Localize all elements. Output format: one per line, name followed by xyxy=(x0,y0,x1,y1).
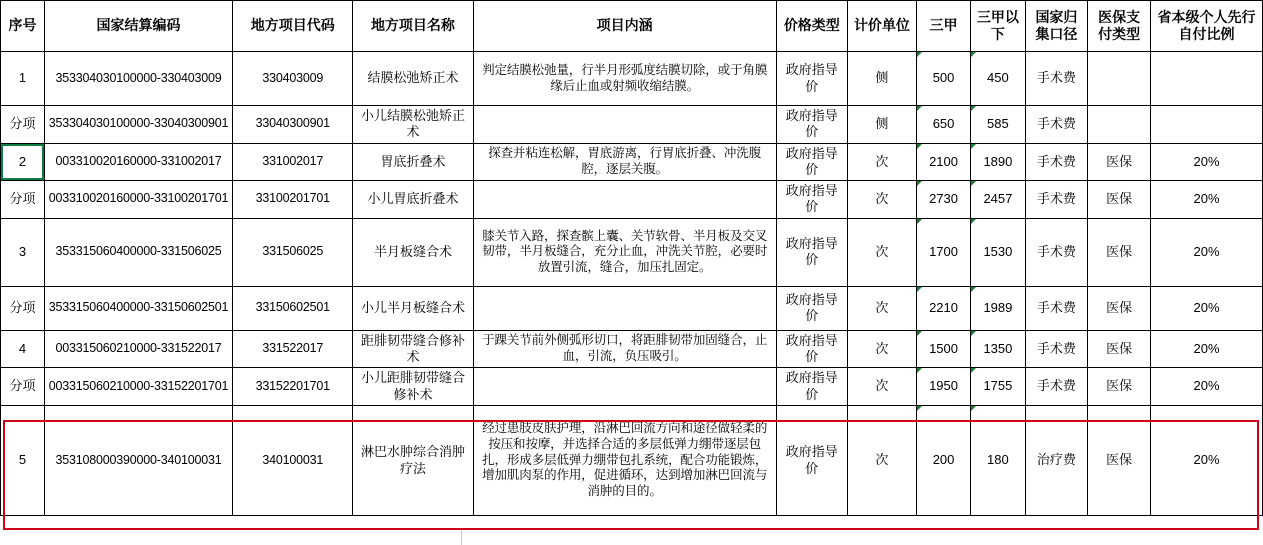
cell-local-code[interactable]: 331506025 xyxy=(233,218,353,286)
cell-price-type[interactable]: 政府指导价 xyxy=(776,406,847,516)
cell-below3a[interactable]: 1350 xyxy=(971,330,1025,368)
cell-national-code[interactable]: 003315060210000-33152201701 xyxy=(44,368,232,406)
cell-seq[interactable]: 4 xyxy=(1,330,45,368)
cell-local-name[interactable]: 结膜松弛矫正术 xyxy=(353,52,473,106)
cell-below3a[interactable]: 180 xyxy=(971,406,1025,516)
cell-level3a[interactable]: 1700 xyxy=(916,218,970,286)
cell-local-code[interactable]: 330403009 xyxy=(233,52,353,106)
cell-level3a[interactable]: 1500 xyxy=(916,330,970,368)
cell-local-code[interactable]: 340100031 xyxy=(233,406,353,516)
cell-insurance-type[interactable]: 医保 xyxy=(1088,330,1151,368)
header-level3a: 三甲 xyxy=(916,1,970,52)
header-seq: 序号 xyxy=(1,1,45,52)
cell-national-code[interactable]: 003315060210000-331522017 xyxy=(44,330,232,368)
cell-below3a[interactable]: 1989 xyxy=(971,286,1025,330)
cell-unit[interactable]: 次 xyxy=(847,181,916,219)
cell-local-name[interactable]: 距腓韧带缝合修补术 xyxy=(353,330,473,368)
cell-local-name[interactable]: 小儿胃底折叠术 xyxy=(353,181,473,219)
cell-self-pay-ratio[interactable]: 20% xyxy=(1151,181,1263,219)
cell-below3a[interactable]: 1890 xyxy=(971,143,1025,181)
cell-national-scope[interactable]: 治疗费 xyxy=(1025,406,1088,516)
cell-level3a[interactable]: 2210 xyxy=(916,286,970,330)
cell-price-type[interactable]: 政府指导价 xyxy=(776,143,847,181)
cell-level3a[interactable]: 200 xyxy=(916,406,970,516)
cell-local-code[interactable]: 33152201701 xyxy=(233,368,353,406)
cell-level3a[interactable]: 2730 xyxy=(916,181,970,219)
cell-unit[interactable]: 次 xyxy=(847,330,916,368)
cell-insurance-type[interactable]: 医保 xyxy=(1088,368,1151,406)
cell-national-scope[interactable]: 手术费 xyxy=(1025,143,1088,181)
cell-unit[interactable]: 次 xyxy=(847,368,916,406)
cell-level3a[interactable]: 650 xyxy=(916,106,970,144)
cell-local-name[interactable]: 淋巴水肿综合消肿疗法 xyxy=(353,406,473,516)
cell-below3a[interactable]: 450 xyxy=(971,52,1025,106)
cell-seq[interactable]: 3 xyxy=(1,218,45,286)
cell-below3a[interactable]: 585 xyxy=(971,106,1025,144)
table-header xyxy=(1,1,1263,52)
header-unit: 计价单位 xyxy=(847,1,916,52)
cell-insurance-type[interactable] xyxy=(1088,106,1151,144)
cell-national-code[interactable]: 353304030100000-330403009 xyxy=(44,52,232,106)
cell-content[interactable]: 判定结膜松弛量，行半月形弧度结膜切除，或于角膜缘后止血或射频收缩结膜。 xyxy=(473,52,776,106)
cell-local-name[interactable]: 胃底折叠术 xyxy=(353,143,473,181)
cell-local-name[interactable]: 小儿距腓韧带缝合修补术 xyxy=(353,368,473,406)
cell-insurance-type[interactable]: 医保 xyxy=(1088,406,1151,516)
cell-level3a[interactable]: 2100 xyxy=(916,143,970,181)
header-local-name: 地方项目名称 xyxy=(353,1,473,52)
cell-national-scope[interactable]: 手术费 xyxy=(1025,106,1088,144)
cell-price-type[interactable]: 政府指导价 xyxy=(776,218,847,286)
cell-self-pay-ratio[interactable]: 20% xyxy=(1151,406,1263,516)
cell-seq[interactable]: 分项 xyxy=(1,181,45,219)
cell-unit[interactable]: 次 xyxy=(847,143,916,181)
cell-national-code[interactable]: 353315060400000-331506025 xyxy=(44,218,232,286)
cell-price-type[interactable]: 政府指导价 xyxy=(776,52,847,106)
cell-seq[interactable]: 分项 xyxy=(1,286,45,330)
table-row[interactable] xyxy=(1,330,1263,368)
cell-insurance-type[interactable]: 医保 xyxy=(1088,181,1151,219)
cell-national-code[interactable]: 353304030100000-33040300901 xyxy=(44,106,232,144)
cell-self-pay-ratio[interactable]: 20% xyxy=(1151,330,1263,368)
table-row[interactable] xyxy=(1,106,1263,144)
cell-content[interactable]: 经过患肢皮肤护理，沿淋巴回流方向和途径做轻柔的按压和按摩，并选择合适的多层低弹力绷带逐层包扎，形成多层低弹力绷带包扎系统，配合功能锻炼，增加肌肉泵的作用，促进循环，达到增加淋巴回流与消肿的目的。 xyxy=(473,406,776,516)
table-row[interactable] xyxy=(1,218,1263,286)
cell-unit[interactable]: 侧 xyxy=(847,106,916,144)
table-body xyxy=(1,52,1263,516)
header-insurance-type: 医保支付类型 xyxy=(1088,1,1151,52)
cell-insurance-type[interactable] xyxy=(1088,52,1151,106)
cell-self-pay-ratio[interactable]: 20% xyxy=(1151,368,1263,406)
cell-self-pay-ratio[interactable] xyxy=(1151,106,1263,144)
cell-seq[interactable]: 分项 xyxy=(1,368,45,406)
cell-level3a[interactable]: 1950 xyxy=(916,368,970,406)
table-row[interactable] xyxy=(1,181,1263,219)
cell-below3a[interactable]: 2457 xyxy=(971,181,1025,219)
cell-content[interactable]: 膝关节入路，探查髌上囊、关节软骨、半月板及交叉韧带，半月板缝合，充分止血，冲洗关节腔，必要时放置引流，缝合，加压扎固定。 xyxy=(473,218,776,286)
cell-national-code[interactable]: 003310020160000-331002017 xyxy=(44,143,232,181)
header-row xyxy=(1,1,1263,52)
cell-national-code[interactable]: 353108000390000-340100031 xyxy=(44,406,232,516)
cell-seq[interactable]: 5 xyxy=(1,406,45,516)
header-below3a: 三甲以下 xyxy=(971,1,1025,52)
cell-content[interactable]: 探查并粘连松解，胃底游离，行胃底折叠、冲洗腹腔，逐层关腹。 xyxy=(473,143,776,181)
cell-national-scope[interactable]: 手术费 xyxy=(1025,368,1088,406)
cell-national-scope[interactable]: 手术费 xyxy=(1025,52,1088,106)
cell-unit[interactable]: 次 xyxy=(847,406,916,516)
cell-content[interactable] xyxy=(473,286,776,330)
cell-content[interactable] xyxy=(473,106,776,144)
header-content: 项目内涵 xyxy=(473,1,776,52)
cell-level3a[interactable]: 500 xyxy=(916,52,970,106)
cell-price-type[interactable]: 政府指导价 xyxy=(776,286,847,330)
table-row[interactable] xyxy=(1,52,1263,106)
cell-national-scope[interactable]: 手术费 xyxy=(1025,181,1088,219)
cell-local-code[interactable]: 331522017 xyxy=(233,330,353,368)
cell-seq[interactable]: 分项 xyxy=(1,106,45,144)
cell-self-pay-ratio[interactable]: 20% xyxy=(1151,143,1263,181)
cell-national-scope[interactable]: 手术费 xyxy=(1025,330,1088,368)
cell-local-name[interactable]: 小儿结膜松弛矫正术 xyxy=(353,106,473,144)
header-national-scope: 国家归集口径 xyxy=(1025,1,1088,52)
header-self-pay-ratio: 省本级个人先行自付比例 xyxy=(1151,1,1263,52)
table-row[interactable] xyxy=(1,368,1263,406)
cell-seq[interactable]: 2 xyxy=(1,143,45,181)
cell-national-scope[interactable]: 手术费 xyxy=(1025,218,1088,286)
cell-local-code[interactable]: 33040300901 xyxy=(233,106,353,144)
cell-national-code[interactable]: 003310020160000-33100201701 xyxy=(44,181,232,219)
table-row[interactable] xyxy=(1,406,1263,516)
header-price-type: 价格类型 xyxy=(776,1,847,52)
cell-content[interactable] xyxy=(473,368,776,406)
cell-national-scope[interactable]: 手术费 xyxy=(1025,286,1088,330)
table-row[interactable] xyxy=(1,286,1263,330)
cell-seq[interactable]: 1 xyxy=(1,52,45,106)
cell-local-name[interactable]: 半月板缝合术 xyxy=(353,218,473,286)
header-national-code: 国家结算编码 xyxy=(44,1,232,52)
cell-price-type[interactable]: 政府指导价 xyxy=(776,181,847,219)
table-row[interactable] xyxy=(1,143,1263,181)
cell-local-code[interactable]: 331002017 xyxy=(233,143,353,181)
cell-insurance-type[interactable]: 医保 xyxy=(1088,286,1151,330)
cell-price-type[interactable]: 政府指导价 xyxy=(776,368,847,406)
cell-unit[interactable]: 次 xyxy=(847,218,916,286)
cell-unit[interactable]: 侧 xyxy=(847,52,916,106)
cell-below3a[interactable]: 1755 xyxy=(971,368,1025,406)
cell-content[interactable]: 于踝关节前外侧弧形切口，将距腓韧带加固缝合，止血，引流，负压吸引。 xyxy=(473,330,776,368)
cell-below3a[interactable]: 1530 xyxy=(971,218,1025,286)
cell-self-pay-ratio[interactable]: 20% xyxy=(1151,286,1263,330)
cell-local-code[interactable]: 33100201701 xyxy=(233,181,353,219)
cell-local-name[interactable]: 小儿半月板缝合术 xyxy=(353,286,473,330)
cell-price-type[interactable]: 政府指导价 xyxy=(776,330,847,368)
cell-insurance-type[interactable]: 医保 xyxy=(1088,218,1151,286)
cell-self-pay-ratio[interactable]: 20% xyxy=(1151,218,1263,286)
header-local-code: 地方项目代码 xyxy=(233,1,353,52)
page-break-line xyxy=(461,530,462,545)
cell-unit[interactable]: 次 xyxy=(847,286,916,330)
cell-price-type[interactable]: 政府指导价 xyxy=(776,106,847,144)
cell-insurance-type[interactable]: 医保 xyxy=(1088,143,1151,181)
cell-national-code[interactable]: 353315060400000-33150602501 xyxy=(44,286,232,330)
cell-content[interactable] xyxy=(473,181,776,219)
cell-local-code[interactable]: 33150602501 xyxy=(233,286,353,330)
cell-self-pay-ratio[interactable] xyxy=(1151,52,1263,106)
